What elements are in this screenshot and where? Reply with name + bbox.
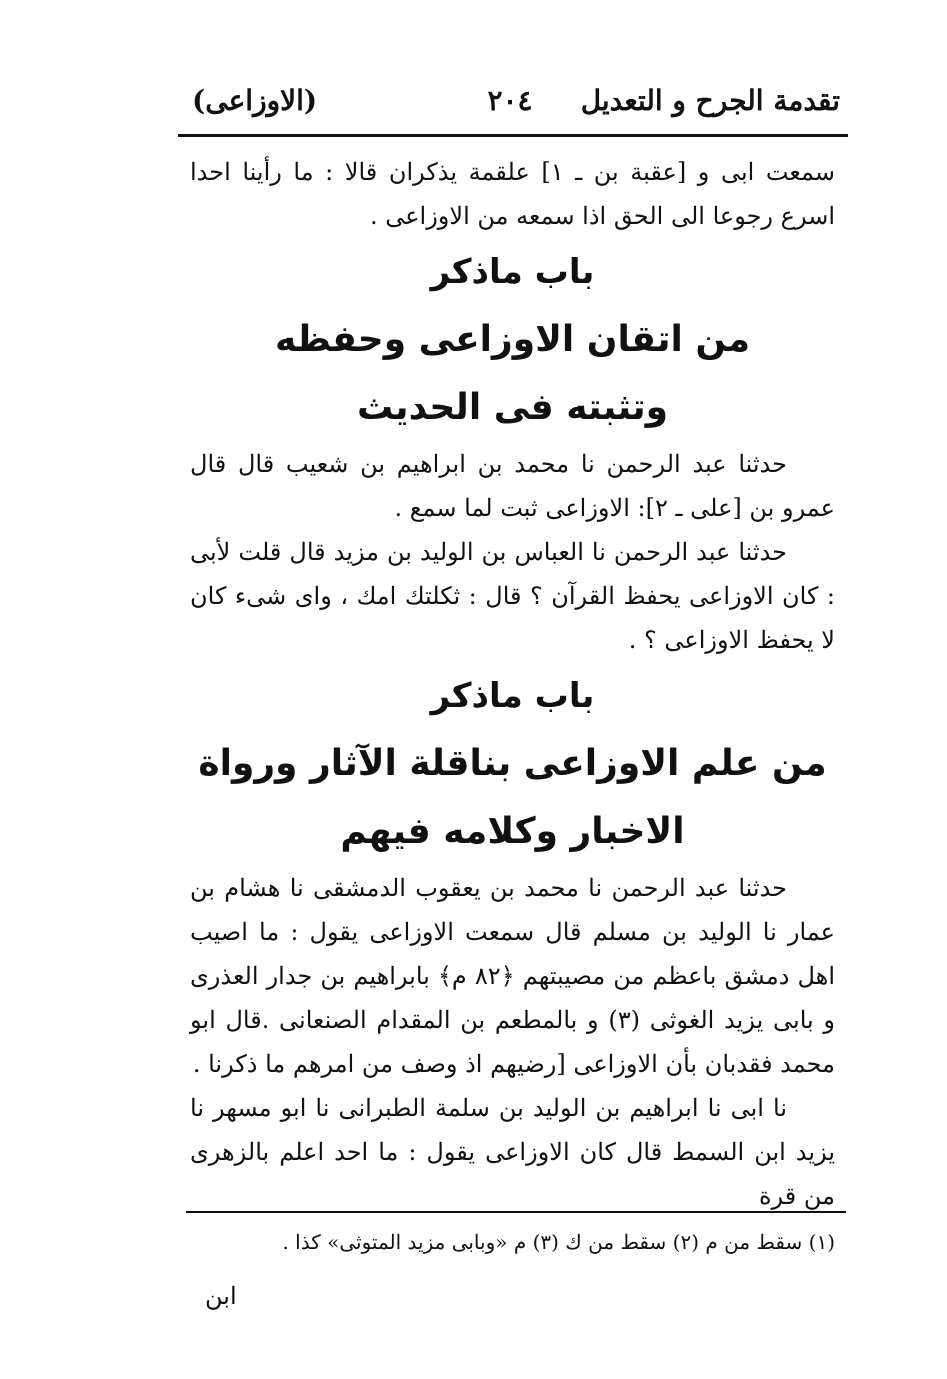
paragraph-3: حدثنا عبد الرحمن نا العباس بن الوليد بن مزيد قال قلت لأبى : كان الاوزاعى يحفظ القرآن ؟ قال : ثكلتك امك ، واى شىء كان لا يحفظ الاوزاعى ؟ . (190, 538, 835, 654)
paragraph-1: سمعت ابى و [عقبة بن ـ ١] علقمة يذكران قالا : ما رأينا احدا اسرع رجوعا الى الحق اذا سمعه من الاوزاعى . (190, 158, 835, 230)
footnotes: (١) سقط من م (٢) سقط من ك (٣) م «وبابى مزيد المتوثى» كذا . (282, 1230, 835, 1254)
page-number: ٢٠٤ (487, 84, 533, 117)
chapter-1-line-3: وتثبته فى الحديث (356, 387, 669, 428)
chapter-2-line-2: من علم الاوزاعى بناقلة الآثار ورواة (198, 743, 827, 784)
running-header (180, 74, 840, 134)
chapter-2-line-3: الاخبار وكلامه فيهم (340, 811, 685, 852)
footnote-divider (186, 1211, 846, 1213)
chapter-heading-1 (190, 238, 835, 442)
chapter-2-line-1: باب ماذكر (430, 676, 595, 716)
paragraph-5: نا ابى نا ابراهيم بن الوليد بن سلمة الطبرانى نا ابو مسهر نا يزيد ابن السمط قال كان الاوزاعى يقول : ما احد اعلم بالزهرى من قرة (190, 1094, 835, 1210)
catchword: ابن (205, 1282, 237, 1310)
chapter-1-line-2: من اتقان الاوزاعى وحفظه (274, 319, 751, 360)
section-title: (الاوزاعى) (192, 84, 318, 117)
book-title: تقدمة الجرح و التعديل (580, 84, 840, 117)
paragraph-2: حدثنا عبد الرحمن نا محمد بن ابراهيم بن شعيب قال قال عمرو بن [على ـ ٢]: الاوزاعى ثبت لما سمع . (190, 450, 835, 522)
main-text (190, 150, 835, 1218)
chapter-heading-2 (190, 662, 835, 866)
header-divider (178, 134, 848, 137)
chapter-1-line-1: باب ماذكر (430, 252, 595, 292)
paragraph-4: حدثنا عبد الرحمن نا محمد بن يعقوب الدمشقى نا هشام بن عمار نا الوليد بن مسلم قال سمعت الاوزاعى يقول : ما اصيب اهل دمشق باعظم من مصيبتهم ﴿٨٢ م﴾ بابراهيم بن جدار العذرى و بابى يزيد الغوثى (٣) و بالمطعم بن المقدام الصنعانى .قال ابو محمد فقدبان بأن الاوزاعى [رضيهم اذ وصف من امرهم ما ذكرنا . (190, 874, 835, 1078)
